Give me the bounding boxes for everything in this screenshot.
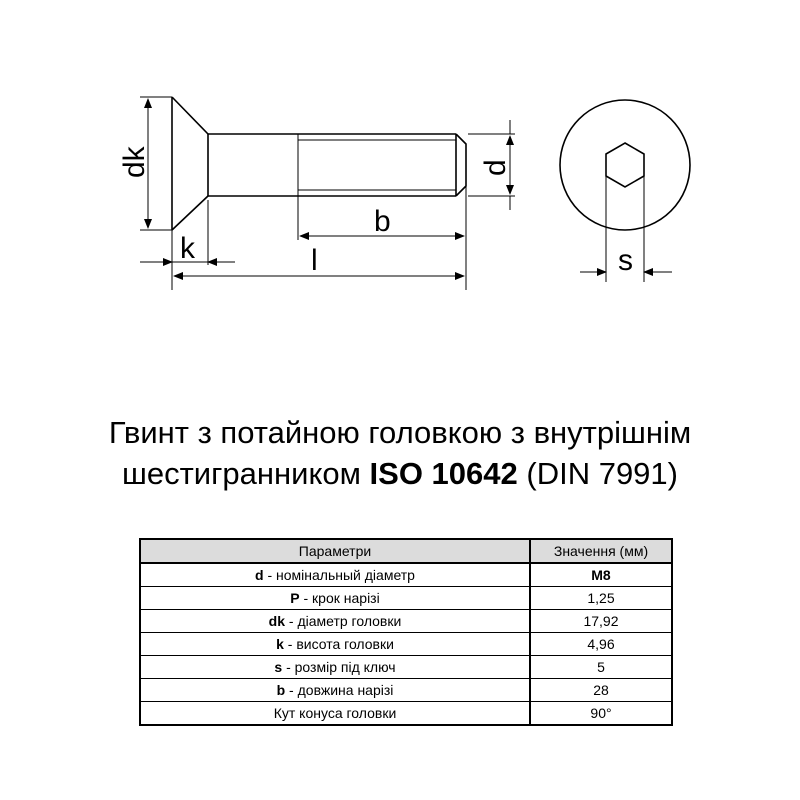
table-row xyxy=(140,563,672,587)
row-value: 5 xyxy=(530,656,672,679)
title-standard: ISO 10642 xyxy=(369,456,518,491)
screw-side-view xyxy=(172,97,466,230)
table-row xyxy=(140,679,672,702)
title-line-2-suffix: (DIN 7991) xyxy=(517,456,678,491)
row-value: 17,92 xyxy=(530,610,672,633)
param-symbol: d xyxy=(255,567,264,583)
row-param xyxy=(140,587,530,610)
row-param xyxy=(140,633,530,656)
label-d: d xyxy=(479,159,512,176)
product-title xyxy=(0,412,800,494)
param-symbol: dk xyxy=(268,613,285,629)
row-param xyxy=(140,679,530,702)
dimension-lines xyxy=(140,99,510,276)
thread-lines xyxy=(298,134,456,196)
param-symbol: b xyxy=(276,682,286,698)
table-row xyxy=(140,656,672,679)
dimension-labels xyxy=(118,145,633,277)
param-symbol: P xyxy=(290,590,300,606)
row-param xyxy=(140,702,530,726)
row-value: M8 xyxy=(530,563,672,587)
param-desc: - розмір під ключ xyxy=(282,659,396,675)
title-line-2 xyxy=(0,453,800,494)
param-symbol: s xyxy=(274,659,283,675)
table-row xyxy=(140,702,672,726)
label-b: b xyxy=(374,205,391,238)
row-value: 28 xyxy=(530,679,672,702)
screw-end-view xyxy=(560,100,690,230)
row-value: 4,96 xyxy=(530,633,672,656)
param-desc: - крок нарізі xyxy=(299,590,380,606)
table-row xyxy=(140,610,672,633)
row-value: 1,25 xyxy=(530,587,672,610)
header-values: Значення (мм) xyxy=(530,539,672,563)
row-value: 90° xyxy=(530,702,672,726)
label-l: l xyxy=(311,244,318,277)
row-param xyxy=(140,656,530,679)
param-desc: - номінальный діаметр xyxy=(263,567,415,583)
row-param xyxy=(140,563,530,587)
specification-table xyxy=(139,538,673,726)
table-row xyxy=(140,587,672,610)
title-line-1: Гвинт з потайною головкою з внутрішнім xyxy=(108,415,692,450)
table-header-row xyxy=(140,539,672,563)
param-desc: - висота головки xyxy=(283,636,394,652)
label-s: s xyxy=(618,244,633,277)
row-param xyxy=(140,610,530,633)
title-line-2-prefix: шестигранником xyxy=(122,456,370,491)
label-dk: dk xyxy=(118,146,151,178)
table-row xyxy=(140,633,672,656)
param-desc: Кут конуса головки xyxy=(273,705,397,721)
param-desc: - діаметр головки xyxy=(285,613,402,629)
param-symbol: k xyxy=(276,636,284,652)
label-k: k xyxy=(180,232,195,265)
param-desc: - довжина нарізі xyxy=(285,682,394,698)
screw-technical-drawing xyxy=(0,0,800,330)
header-parameters: Параметри xyxy=(140,539,530,563)
